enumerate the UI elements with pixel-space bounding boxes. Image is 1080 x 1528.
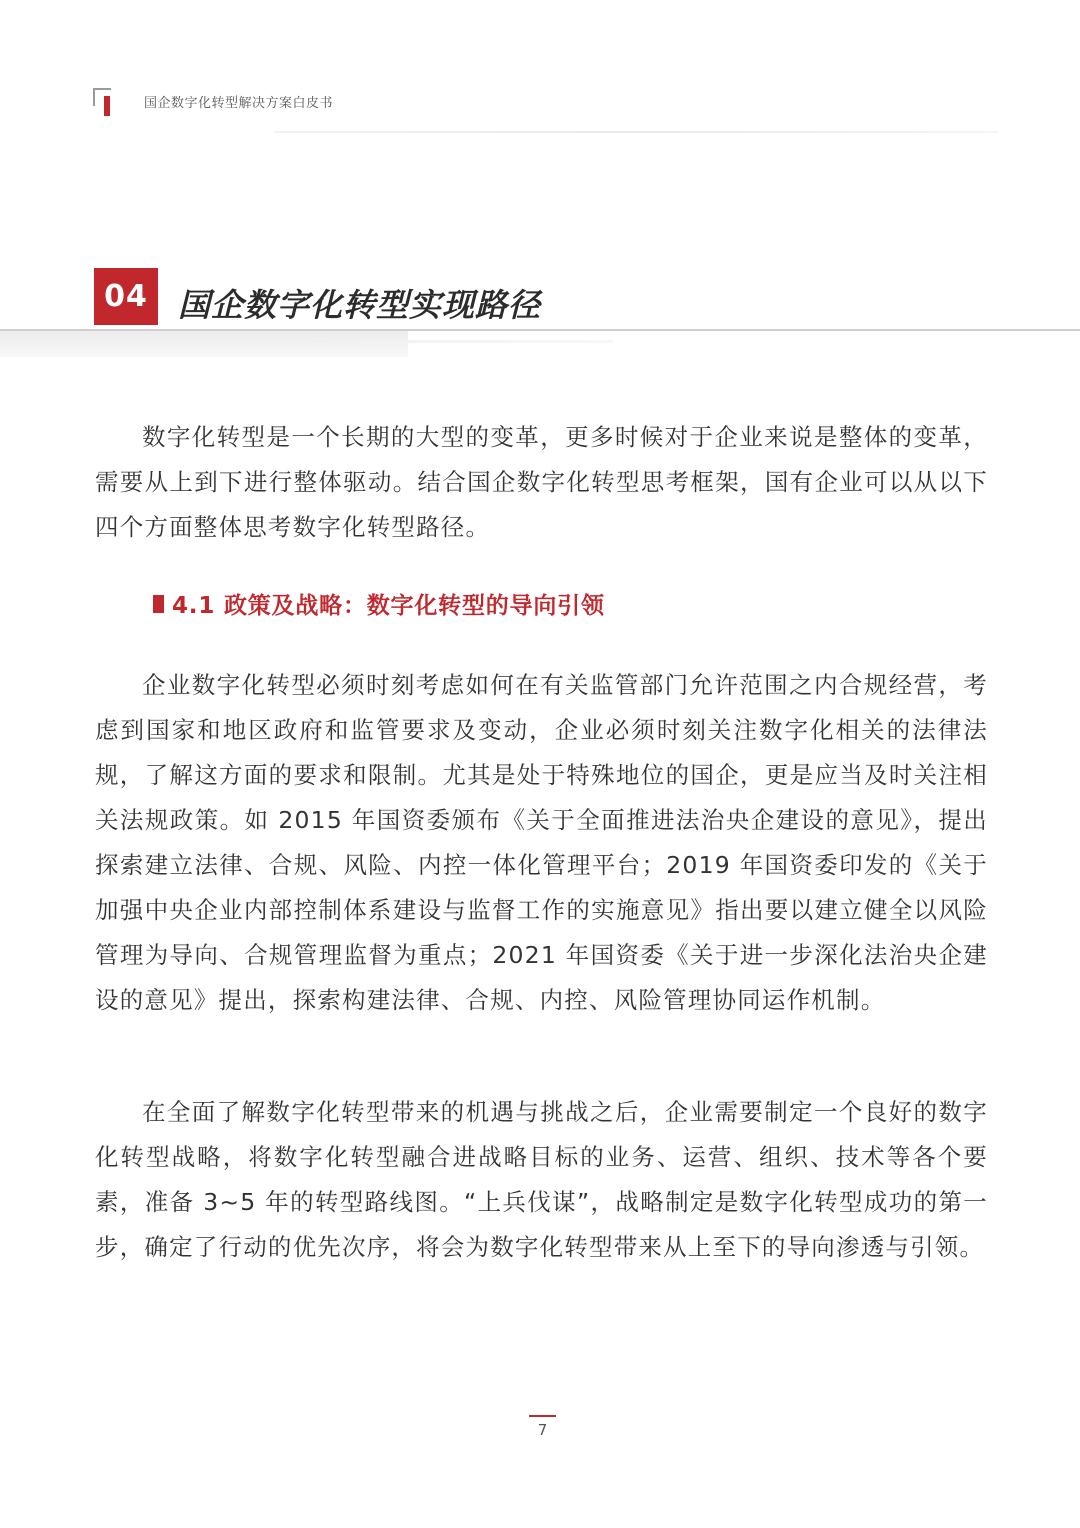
header-divider [275,131,998,133]
section-title: 4.1 政策及战略：数字化转型的导向引领 [172,593,605,619]
section-paragraph-strategy: 在全面了解数字化转型带来的机遇与挑战之后，企业需要制定一个良好的数字化转型战略，将数字化转型融合进战略目标的业务、运营、组织、技术等各个要素，准备 3~5 年的转型路线图。“上兵伐谋”，战略制定是数字化转型成功的第一步，确定了行动的优先次序，将会为数字化转型带来从上至下的导向渗透与引领。 [95,1098,988,1261]
header-logo [93,88,115,116]
chapter-title: 国企数字化转型实现路径 [178,286,542,324]
page-number: 7 [537,1421,548,1439]
header-title: 国企数字化转型解决方案白皮书 [144,96,334,111]
chapter-number-badge: 04 [94,268,158,325]
section-paragraph-policy: 企业数字化转型必须时刻考虑如何在有关监管部门允许范围之内合规经营，考虑到国家和地区政府和监管要求及变动，企业必须时刻关注数字化相关的法律法规，了解这方面的要求和限制。尤其是处于特殊地位的国企，更是应当及时关注相关法规政策。如 2015 年国资委颁布《关于全面推进法治央企建设的意见》，提出探索建立法律、合规、风险、内控一体化管理平台；2019 年国资委印发的《关于加强中央企业内部控制体系建设与监督工作的实施意见》指出要以建立健全以风险管理为导向、合规管理监督为重点；2021 年国资委《关于进一步深化法治央企建设的意见》提出，探索构建法律、合规、内控、风险管理协同运作机制。 [95,671,988,1014]
section-heading [153,587,605,620]
intro-paragraph: 数字化转型是一个长期的大型的变革，更多时候对于企业来说是整体的变革，需要从上到下进行整体驱动。结合国企数字化转型思考框架，国有企业可以从以下四个方面整体思考数字化转型路径。 [95,423,988,541]
section-marker-icon [153,595,164,613]
chapter-divider-shade-thin [308,340,613,343]
chapter-divider-shade [0,331,408,357]
page-number-accent [529,1415,556,1417]
logo-red-bar [104,96,110,116]
